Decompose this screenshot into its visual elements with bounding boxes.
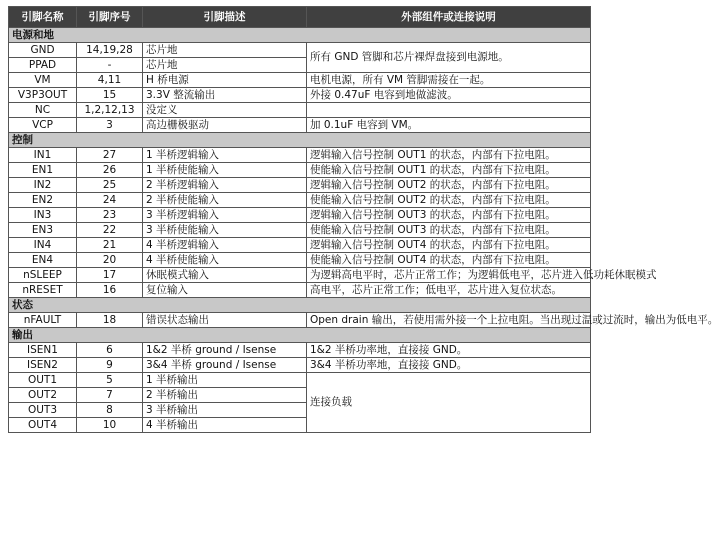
pin-description-cell: 2 半桥输出 xyxy=(143,388,307,403)
pin-name-cell: VM xyxy=(9,73,77,88)
table-row xyxy=(9,223,591,238)
table-row xyxy=(9,178,591,193)
table-row xyxy=(9,103,591,118)
table-row xyxy=(9,43,591,58)
pin-name-cell: nSLEEP xyxy=(9,268,77,283)
pin-number-cell: 3 xyxy=(77,118,143,133)
external-connection-cell: 1&2 半桥功率地，直接接 GND。 xyxy=(307,343,591,358)
section-row xyxy=(9,298,591,313)
pin-description-cell: 1&2 半桥 ground / Isense xyxy=(143,343,307,358)
pin-number-cell: 17 xyxy=(77,268,143,283)
pin-description-cell: H 桥电源 xyxy=(143,73,307,88)
pin-number-cell: 8 xyxy=(77,403,143,418)
pin-description-cell: 3&4 半桥 ground / Isense xyxy=(143,358,307,373)
external-connection-cell: 使能输入信号控制 OUT4 的状态，内部有下拉电阻。 xyxy=(307,253,591,268)
pin-description-table xyxy=(8,6,718,433)
header-external-connection: 外部组件或连接说明 xyxy=(307,7,591,28)
section-row xyxy=(9,328,591,343)
pin-description-cell: 休眠模式输入 xyxy=(143,268,307,283)
header-pin-description: 引脚描述 xyxy=(143,7,307,28)
header-pin-name: 引脚名称 xyxy=(9,7,77,28)
table-row xyxy=(9,238,591,253)
pin-name-cell: EN4 xyxy=(9,253,77,268)
external-connection-cell: Open drain 输出，若使用需外接一个上拉电阻。当出现过温或过流时，输出为低电平。 xyxy=(307,313,591,328)
pin-number-cell: 25 xyxy=(77,178,143,193)
section-row xyxy=(9,28,591,43)
pin-name-cell: PPAD xyxy=(9,58,77,73)
pin-description-cell: 高边栅极驱动 xyxy=(143,118,307,133)
pin-name-cell: IN1 xyxy=(9,148,77,163)
table-row xyxy=(9,208,591,223)
pin-name-cell: IN4 xyxy=(9,238,77,253)
header-pin-number: 引脚序号 xyxy=(77,7,143,28)
pin-description-cell: 3 半桥输出 xyxy=(143,403,307,418)
table-row xyxy=(9,268,591,283)
pin-name-cell: OUT1 xyxy=(9,373,77,388)
table-header-row xyxy=(9,7,591,28)
table-row xyxy=(9,313,591,328)
pin-name-cell: IN3 xyxy=(9,208,77,223)
external-connection-cell: 逻辑输入信号控制 OUT4 的状态，内部有下拉电阻。 xyxy=(307,238,591,253)
section-row xyxy=(9,133,591,148)
section-title: 输出 xyxy=(9,328,591,343)
pin-name-cell: GND xyxy=(9,43,77,58)
pin-description-cell: 1 半桥输出 xyxy=(143,373,307,388)
pin-number-cell: 22 xyxy=(77,223,143,238)
pin-name-cell: EN1 xyxy=(9,163,77,178)
external-connection-cell: 逻辑输入信号控制 OUT1 的状态，内部有下拉电阻。 xyxy=(307,148,591,163)
external-connection-cell: 为逻辑高电平时，芯片正常工作；为逻辑低电平，芯片进入低功耗休眠模式 xyxy=(307,268,591,283)
pin-description-cell: 1 半桥逻辑输入 xyxy=(143,148,307,163)
external-connection-cell: 使能输入信号控制 OUT3 的状态，内部有下拉电阻。 xyxy=(307,223,591,238)
table-row xyxy=(9,148,591,163)
pin-number-cell: 4,11 xyxy=(77,73,143,88)
section-title: 控制 xyxy=(9,133,591,148)
pin-number-cell: 24 xyxy=(77,193,143,208)
table-row xyxy=(9,283,591,298)
table-row xyxy=(9,193,591,208)
section-title: 电源和地 xyxy=(9,28,591,43)
external-connection-cell: 3&4 半桥功率地，直接接 GND。 xyxy=(307,358,591,373)
table-row xyxy=(9,373,591,388)
pin-description-cell: 复位输入 xyxy=(143,283,307,298)
table-row xyxy=(9,118,591,133)
external-connection-cell: 连接负载 xyxy=(307,373,591,433)
pin-number-cell: 18 xyxy=(77,313,143,328)
external-connection-cell: 逻辑输入信号控制 OUT2 的状态，内部有下拉电阻。 xyxy=(307,178,591,193)
external-connection-cell: 电机电源，所有 VM 管脚需接在一起。 xyxy=(307,73,591,88)
pin-name-cell: ISEN1 xyxy=(9,343,77,358)
external-connection-cell: 使能输入信号控制 OUT2 的状态，内部有下拉电阻。 xyxy=(307,193,591,208)
pin-name-cell: nRESET xyxy=(9,283,77,298)
pin-description-cell: 3.3V 整流输出 xyxy=(143,88,307,103)
pin-name-cell: V3P3OUT xyxy=(9,88,77,103)
external-connection-cell: 逻辑输入信号控制 OUT3 的状态，内部有下拉电阻。 xyxy=(307,208,591,223)
table-row xyxy=(9,88,591,103)
pin-description-cell: 芯片地 xyxy=(143,58,307,73)
pin-description-cell: 芯片地 xyxy=(143,43,307,58)
pin-number-cell: 6 xyxy=(77,343,143,358)
pin-name-cell: NC xyxy=(9,103,77,118)
pin-name-cell: IN2 xyxy=(9,178,77,193)
pin-number-cell: 10 xyxy=(77,418,143,433)
pin-number-cell: 15 xyxy=(77,88,143,103)
external-connection-cell: 所有 GND 管脚和芯片裸焊盘接到电源地。 xyxy=(307,43,591,73)
pin-description-cell: 1 半桥使能输入 xyxy=(143,163,307,178)
pin-name-cell: OUT4 xyxy=(9,418,77,433)
table-row xyxy=(9,253,591,268)
pin-name-cell: EN3 xyxy=(9,223,77,238)
pin-description-cell: 2 半桥使能输入 xyxy=(143,193,307,208)
pin-number-cell: 21 xyxy=(77,238,143,253)
pin-name-cell: VCP xyxy=(9,118,77,133)
section-title: 状态 xyxy=(9,298,591,313)
pin-number-cell: 16 xyxy=(77,283,143,298)
pin-number-cell: 7 xyxy=(77,388,143,403)
external-connection-cell: 使能输入信号控制 OUT1 的状态，内部有下拉电阻。 xyxy=(307,163,591,178)
external-connection-cell xyxy=(307,103,591,118)
table-row xyxy=(9,358,591,373)
pin-description-cell: 3 半桥逻辑输入 xyxy=(143,208,307,223)
external-connection-cell: 高电平，芯片正常工作；低电平，芯片进入复位状态。 xyxy=(307,283,591,298)
pin-description-cell: 3 半桥使能输入 xyxy=(143,223,307,238)
pin-number-cell: 23 xyxy=(77,208,143,223)
table-body xyxy=(9,28,718,433)
table-row xyxy=(9,73,591,88)
pin-name-cell: ISEN2 xyxy=(9,358,77,373)
pin-number-cell: 20 xyxy=(77,253,143,268)
pin-description-cell: 没定义 xyxy=(143,103,307,118)
table-row xyxy=(9,343,591,358)
pin-description-cell: 错误状态输出 xyxy=(143,313,307,328)
table-row xyxy=(9,163,591,178)
pin-number-cell: 5 xyxy=(77,373,143,388)
pin-name-cell: EN2 xyxy=(9,193,77,208)
external-connection-cell: 外接 0.47uF 电容到地做滤波。 xyxy=(307,88,591,103)
pin-description-cell: 4 半桥使能输入 xyxy=(143,253,307,268)
pin-number-cell: 9 xyxy=(77,358,143,373)
pin-name-cell: OUT2 xyxy=(9,388,77,403)
pin-number-cell: 1,2,12,13 xyxy=(77,103,143,118)
pin-description-cell: 4 半桥输出 xyxy=(143,418,307,433)
pin-number-cell: 27 xyxy=(77,148,143,163)
pin-name-cell: OUT3 xyxy=(9,403,77,418)
pin-description-cell: 4 半桥逻辑输入 xyxy=(143,238,307,253)
external-connection-cell: 加 0.1uF 电容到 VM。 xyxy=(307,118,591,133)
pin-number-cell: - xyxy=(77,58,143,73)
pin-name-cell: nFAULT xyxy=(9,313,77,328)
pin-description-cell: 2 半桥逻辑输入 xyxy=(143,178,307,193)
pin-number-cell: 14,19,28 xyxy=(77,43,143,58)
pin-number-cell: 26 xyxy=(77,163,143,178)
